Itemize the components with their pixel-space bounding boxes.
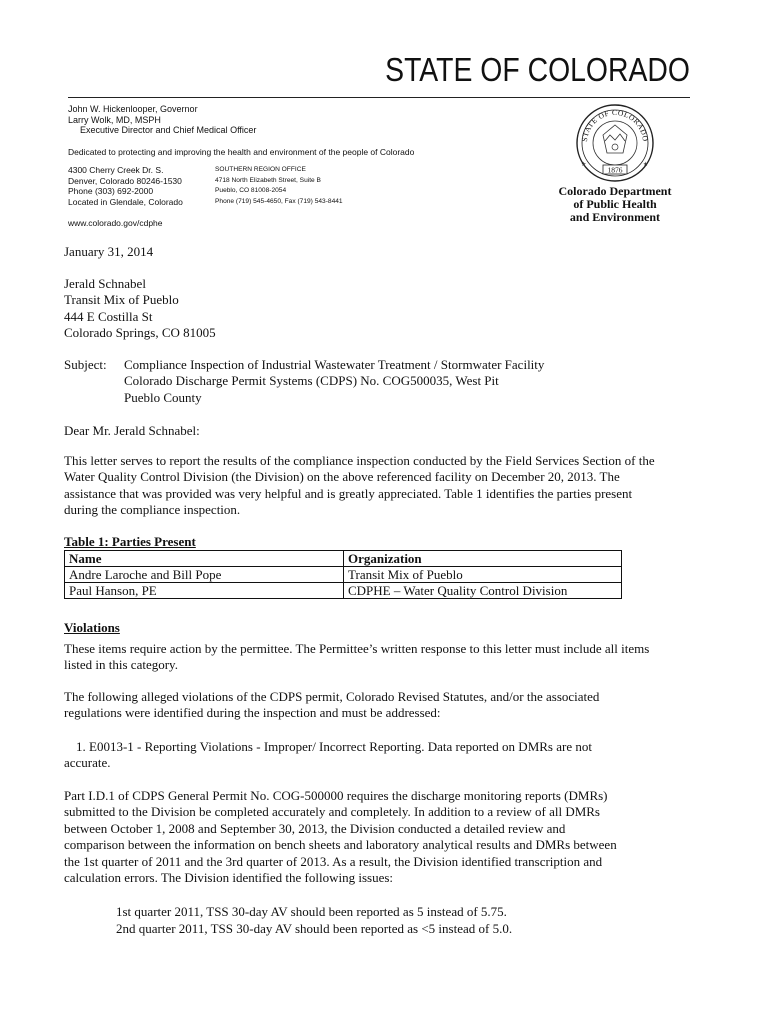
- department-name: [555, 185, 675, 224]
- permit-part-line: Part I.D.1 of CDPS General Permit No. COG-500000 requires the discharge monitoring reports (DMRs): [64, 788, 608, 803]
- department-line: and Environment: [569, 210, 661, 224]
- table-cell: Paul Hanson, PE: [65, 583, 344, 599]
- department-line: of Public Health: [573, 197, 657, 211]
- main-office-address: [68, 165, 183, 207]
- regional-office-line: Phone (719) 545-4650, Fax (719) 543-8441: [215, 197, 343, 205]
- violations-intro-line: These items require action by the permittee. The Permittee’s written response to this letter must include all items: [64, 641, 650, 656]
- intro-line: Water Quality Control Division (the Division) on the above referenced facility on December 20, 2013. The: [64, 469, 620, 485]
- violations-intro: [64, 641, 692, 674]
- intro-line: assistance that was provided was very helpful and is greatly appreciated. Table 1 identifies the parties present: [64, 485, 633, 501]
- state-seal-icon: [563, 103, 667, 183]
- governor-line: John W. Hickenlooper, Governor: [68, 104, 198, 114]
- table-cell: Transit Mix of Pueblo: [344, 567, 622, 583]
- website-link[interactable]: www.colorado.gov/cdphe: [68, 218, 163, 228]
- violation-item-1: [64, 739, 704, 772]
- permit-part-paragraph: [64, 788, 692, 886]
- subject-block: [64, 357, 692, 406]
- director-title: Executive Director and Chief Medical Officer: [80, 125, 257, 135]
- recipient-line: 444 E Costilla St: [64, 308, 153, 324]
- department-line: Colorado Department: [558, 184, 672, 198]
- column-header-organization: Organization: [344, 551, 622, 567]
- intro-line: during the compliance inspection.: [64, 502, 241, 518]
- regional-office-line: 4718 North Elizabeth Street, Suite B: [215, 176, 321, 184]
- state-title: STATE OF COLORADO: [385, 51, 690, 88]
- subject-line: Colorado Discharge Permit Systems (CDPS) No. COG500035, West Pit: [124, 373, 499, 389]
- subject-line: Pueblo County: [124, 389, 202, 405]
- tagline: Dedicated to protecting and improving the health and environment of the people of Colorado: [68, 147, 415, 157]
- permit-part-line: submitted to the Division be completed accurately and completely. In addition to a review of all DMRs: [64, 804, 600, 820]
- seal-year: 1876: [607, 165, 623, 175]
- main-office-line: Located in Glendale, Colorado: [68, 196, 183, 207]
- table-row: [65, 567, 622, 583]
- svg-text:★: ★: [581, 162, 587, 168]
- letter-date: January 31, 2014: [64, 244, 154, 259]
- regional-office-line: SOUTHERN REGION OFFICE: [215, 166, 306, 173]
- violations-heading: Violations: [64, 620, 120, 635]
- officials-block: [68, 104, 256, 136]
- permit-part-line: the 1st quarter of 2011 and the 3rd quarter of 2013. As a result, the Division identified transcription and: [64, 853, 603, 869]
- subject-label: Subject:: [64, 357, 107, 372]
- main-office-line: Denver, Colorado 80246-1530: [68, 175, 182, 186]
- parties-table: [64, 550, 622, 599]
- main-office-line: 4300 Cherry Creek Dr. S.: [68, 165, 164, 175]
- quarter-issue: 1st quarter 2011, TSS 30-day AV should been reported as 5 instead of 5.75.: [116, 904, 507, 919]
- quarter-issues-list: [116, 903, 512, 937]
- violation-item-line: 1. E0013-1 - Reporting Violations - Improper/ Incorrect Reporting. Data reported on DMRs are not: [76, 739, 592, 754]
- salutation: Dear Mr. Jerald Schnabel:: [64, 423, 200, 438]
- director-name: Larry Wolk, MD, MSPH: [68, 114, 161, 125]
- table-row: [65, 583, 622, 599]
- permit-part-line: between October 1, 2008 and September 30, 2013, the Division conducted a detailed review and: [64, 820, 566, 836]
- recipient-line: Colorado Springs, CO 81005: [64, 325, 216, 341]
- table-cell: Andre Laroche and Bill Pope: [65, 567, 344, 583]
- subject-line: Compliance Inspection of Industrial Wastewater Treatment / Stormwater Facility: [124, 357, 545, 372]
- main-office-line: Phone (303) 692-2000: [68, 186, 154, 196]
- alleged-violations-paragraph: [64, 689, 692, 722]
- title-rule: [68, 97, 690, 98]
- table-caption: Table 1: Parties Present: [64, 534, 196, 549]
- violation-item-line: accurate.: [64, 755, 111, 771]
- column-header-name: Name: [65, 551, 344, 567]
- alleged-line: regulations were identified during the inspection and must be addressed:: [64, 705, 441, 721]
- permit-part-line: comparison between the information on bench sheets and laboratory analytical results and DMRs between: [64, 837, 617, 853]
- violations-intro-line: listed in this category.: [64, 657, 178, 673]
- table-header-row: [65, 551, 622, 567]
- permit-part-line: calculation errors. The Division identified the following issues:: [64, 870, 394, 886]
- seal-text: STATE OF COLORADO: [579, 107, 651, 143]
- table-cell: CDPHE – Water Quality Control Division: [344, 583, 622, 599]
- regional-office-address: [215, 165, 343, 207]
- alleged-line: The following alleged violations of the CDPS permit, Colorado Revised Statutes, and/or the associated: [64, 689, 600, 704]
- regional-office-line: Pueblo, CO 81008-2054: [215, 187, 287, 194]
- recipient-address: [64, 276, 692, 342]
- svg-text:★: ★: [643, 162, 649, 168]
- recipient-line: Jerald Schnabel: [64, 276, 146, 291]
- intro-line: This letter serves to report the results of the compliance inspection conducted by the Field Services Section of the: [64, 453, 655, 468]
- intro-paragraph: [64, 453, 692, 519]
- quarter-issue: 2nd quarter 2011, TSS 30-day AV should been reported as <5 instead of 5.0.: [116, 921, 513, 936]
- recipient-line: Transit Mix of Pueblo: [64, 292, 179, 308]
